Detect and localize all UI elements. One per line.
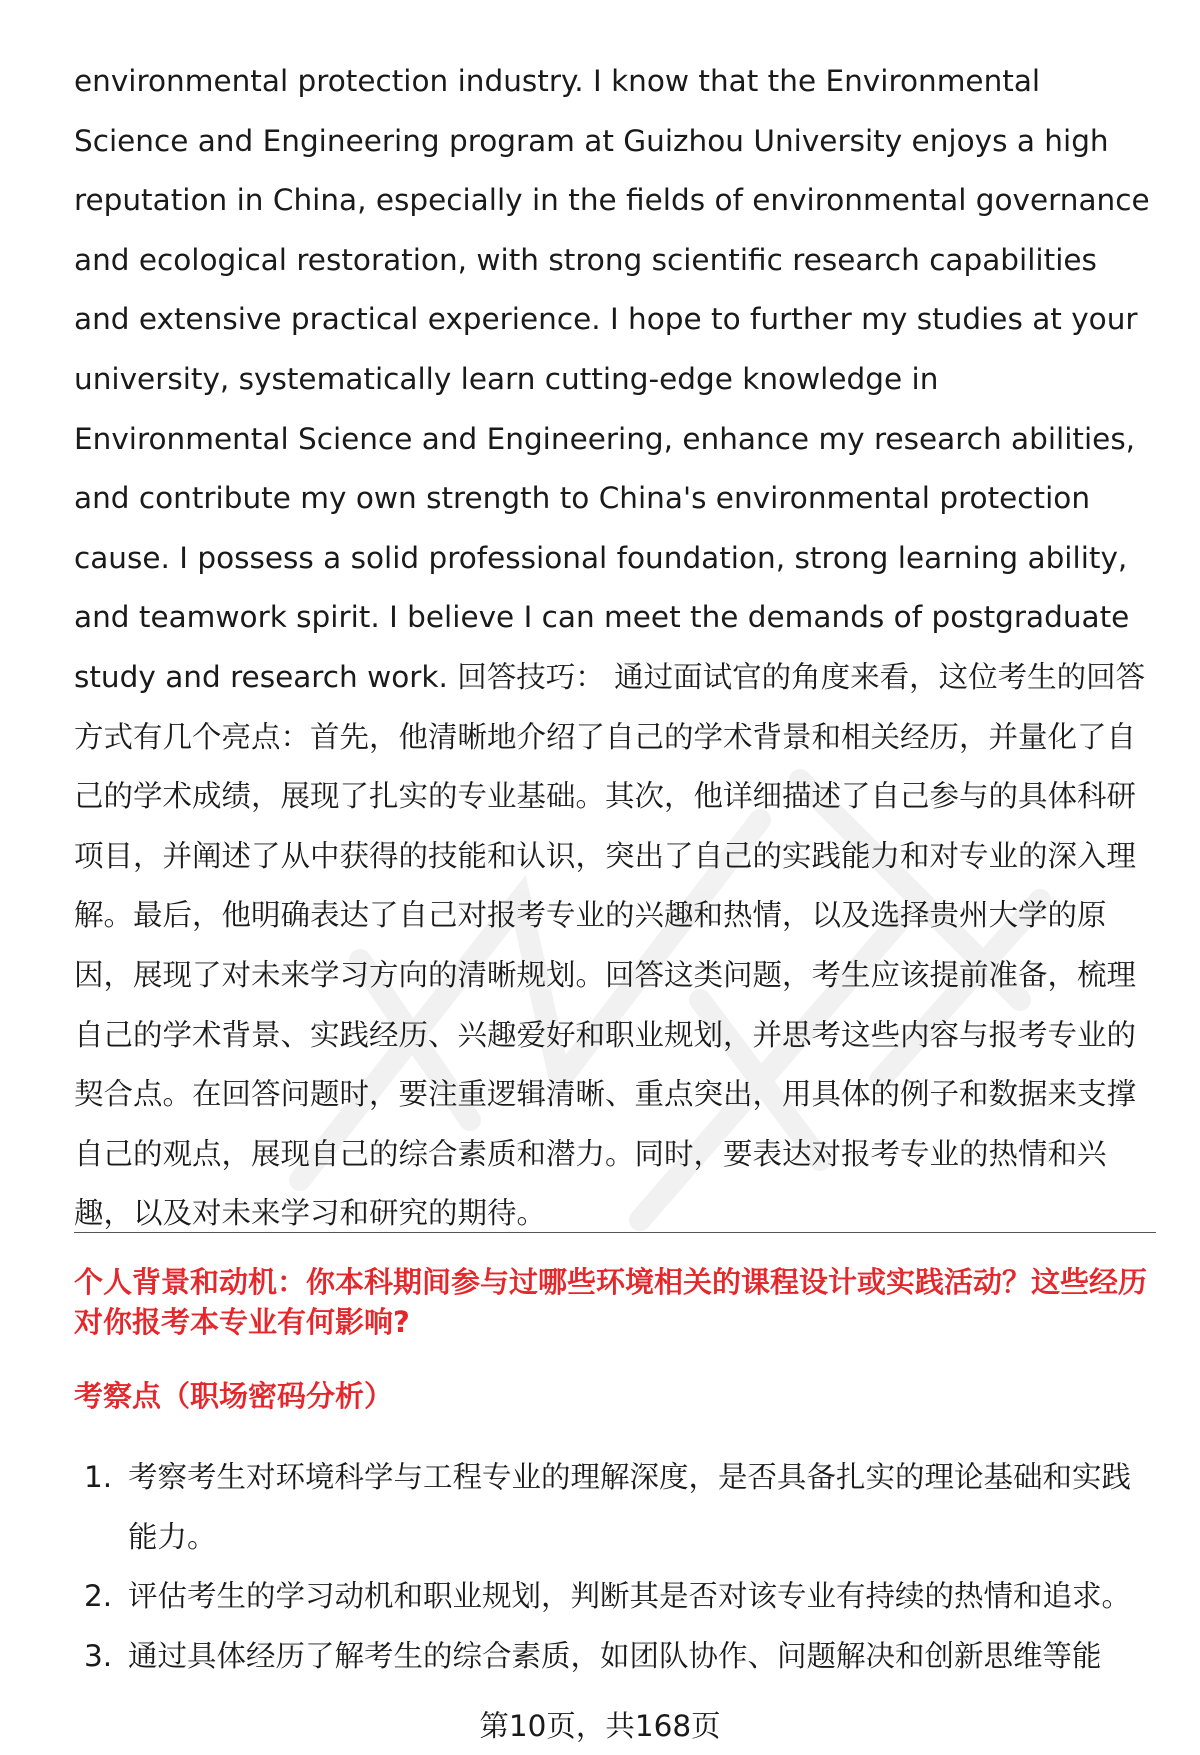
list-item: [74, 1627, 1156, 1687]
list-item: [74, 1567, 1156, 1627]
list-item: [74, 1448, 1156, 1567]
page-footer: 第10页，共168页: [479, 1709, 721, 1743]
list-item-text: 评估考生的学习动机和职业规划，判断其是否对该专业有持续的热情和追求。: [128, 1579, 1132, 1614]
list-item-number: 3.: [84, 1638, 113, 1673]
assessment-heading: 考察点（职场密码分析）: [74, 1379, 394, 1413]
answer-paragraph: environmental protection industry. I know that the Environmental Science and Engineering program at Guizhou University enjoys a high reputation in China, especially in the fields of environmental governance and ecological restoration, with strong scientific research capabilities and extensive practical experience. I hope to further my studies at your university, systematically learn cutting-edge knowledge in Environmental Science and Engineering, enhance my research abilities, and contribute my own strength to China's environmental protection cause. I possess a solid professional foundation, strong learning ability, and teamwork spirit. I believe I can meet the demands of postgraduate study and research work. 回答技巧： 通过面试官的角度来看，这位考生的回答方式有几个亮点：首先，他清晰地介绍了自己的学术背景和相关经历，并量化了自己的学术成绩，展现了扎实的专业基础。其次，他详细描述了自己参与的具体科研项目，并阐述了从中获得的技能和认识，突出了自己的实践能力和对专业的深入理解。最后，他明确表达了自己对报考专业的兴趣和热情，以及选择贵州大学的原因，展现了对未来学习方向的清晰规划。回答这类问题，考生应该提前准备，梳理自己的学术背景、实践经历、兴趣爱好和职业规划，并思考这些内容与报考专业的契合点。在回答问题时，要注重逻辑清晰、重点突出，用具体的例子和数据来支撑自己的观点，展现自己的综合素质和潜力。同时，要表达对报考专业的热情和兴趣，以及对未来学习和研究的期待。: [74, 64, 1150, 1231]
interview-question: 个人背景和动机：你本科期间参与过哪些环境相关的课程设计或实践活动？这些经历对你报考本专业有何影响?: [74, 1265, 1148, 1339]
list-item-text: 通过具体经历了解考生的综合素质，如团队协作、问题解决和创新思维等能: [128, 1638, 1102, 1673]
assessment-points-list: [74, 1448, 1156, 1686]
list-item-number: 1.: [84, 1460, 113, 1494]
section-divider: [74, 1232, 1156, 1233]
list-item-text: 考察考生对环境科学与工程专业的理解深度，是否具备扎实的理论基础和实践能力。: [128, 1460, 1132, 1554]
list-item-number: 2.: [84, 1579, 113, 1614]
